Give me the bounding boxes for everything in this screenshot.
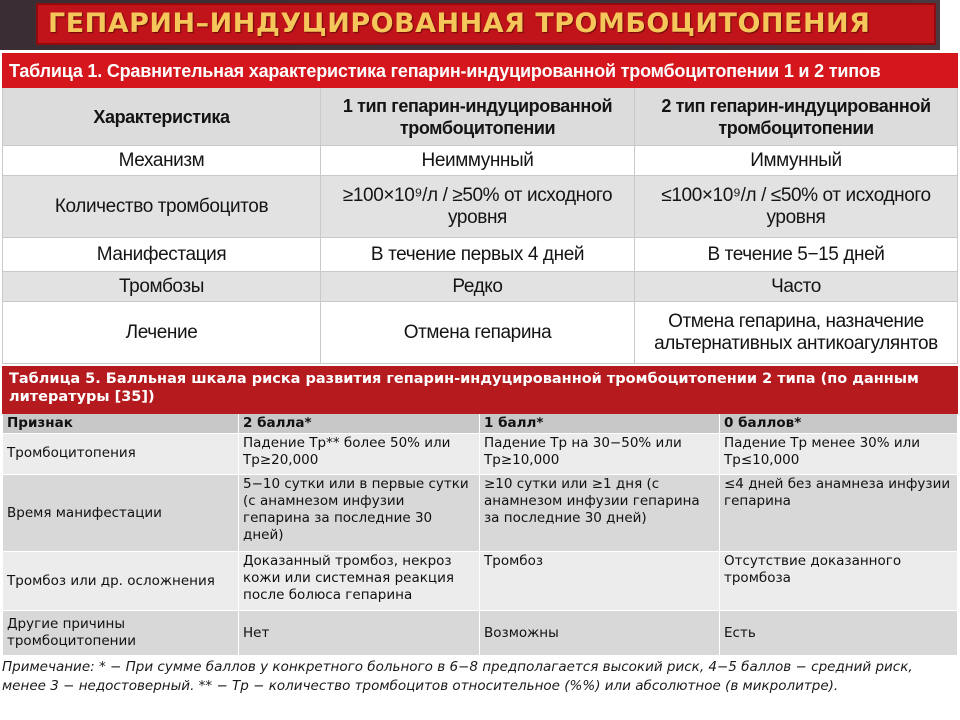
table-row (3, 474, 958, 551)
table1-cell: Иммунный (635, 146, 958, 176)
table-row (3, 434, 958, 475)
table-row (3, 302, 958, 364)
table1-cell: Тромбозы (3, 272, 321, 302)
table1-caption: Таблица 1. Сравнительная характеристика гепарин-индуцированной тромбоцитопении 1 и 2 типов (3, 54, 958, 88)
table-row (3, 146, 958, 176)
table5-cell: Возможны (480, 611, 720, 656)
risk-score-table (2, 366, 958, 656)
table1-cell: Механизм (3, 146, 321, 176)
slide-title: ГЕПАРИН–ИНДУЦИРОВАННАЯ ТРОМБОЦИТОПЕНИЯ (48, 8, 871, 39)
table5-note: Примечание: * − При сумме баллов у конкретного больного в 6−8 предполагается высокий риск, 4−5 баллов − средний риск, менее 3 − недостоверный. ** − Тр − количество тромбоцитов относительное (%%) или абсолютное (в микролитре). (2, 659, 913, 694)
table-row (3, 176, 958, 238)
table5-cell: Падение Тр менее 30% или Тр≤10,000 (720, 434, 958, 475)
table1-cell: Отмена гепарина, назначение альтернативных антикоагулянтов (635, 302, 958, 364)
table1-cell: ≤100×10⁹/л / ≤50% от исходного уровня (635, 176, 958, 238)
table-row (3, 238, 958, 272)
table5-cell: Другие причины тромбоцитопении (3, 611, 239, 656)
table5-cell: ≤4 дней без анамнеза инфузии гепарина (720, 474, 958, 551)
table5-header-sign: Признак (3, 413, 239, 433)
table5-cell: Доказанный тромбоз, некроз кожи или системная реакция после болюса гепарина (239, 552, 480, 611)
table-row (3, 611, 958, 656)
table5-cell: Тромбоз (480, 552, 720, 611)
table5-cell: Есть (720, 611, 958, 656)
table1-cell: Часто (635, 272, 958, 302)
table5-cell: Время манифестации (3, 474, 239, 551)
table1-cell: В течение 5−15 дней (635, 238, 958, 272)
comparison-table (2, 53, 958, 364)
slide-title-box (36, 3, 936, 45)
table5-cell: Нет (239, 611, 480, 656)
table5-caption: Таблица 5. Балльная шкала риска развития гепарин-индуцированной тромбоцитопении 2 типа (по данным литературы [35]) (3, 367, 958, 414)
table1-cell: Лечение (3, 302, 321, 364)
table5-header-2points: 2 балла* (239, 413, 480, 433)
table-row (3, 272, 958, 302)
table1-cell: Манифестация (3, 238, 321, 272)
table5-cell: Отсутствие доказанного тромбоза (720, 552, 958, 611)
table1-header-characteristic: Характеристика (3, 88, 321, 146)
table1-cell: ≥100×10⁹/л / ≥50% от исходного уровня (321, 176, 635, 238)
table1-cell: Отмена гепарина (321, 302, 635, 364)
table5-cell: Тромбоцитопения (3, 434, 239, 475)
table5-cell: Тромбоз или др. осложнения (3, 552, 239, 611)
table1-cell: Количество тромбоцитов (3, 176, 321, 238)
table5-cell: Падение Тр** более 50% или Тр≥20,000 (239, 434, 480, 475)
table-row (3, 552, 958, 611)
table5-cell: ≥10 сутки или ≥1 дня (с анамнезом инфузии гепарина за последние 30 дней) (480, 474, 720, 551)
table1-cell: Редко (321, 272, 635, 302)
table1-cell: Неиммунный (321, 146, 635, 176)
table1-cell: В течение первых 4 дней (321, 238, 635, 272)
table5-header-1point: 1 балл* (480, 413, 720, 433)
table5-header-0points: 0 баллов* (720, 413, 958, 433)
table1-header-type1: 1 тип гепарин-индуцированной тромбоцитопении (321, 88, 635, 146)
table5-cell: 5−10 сутки или в первые сутки (с анамнезом инфузии гепарина за последние 30 дней) (239, 474, 480, 551)
table1-header-type2: 2 тип гепарин-индуцированной тромбоцитопении (635, 88, 958, 146)
table5-cell: Падение Тр на 30−50% или Тр≥10,000 (480, 434, 720, 475)
